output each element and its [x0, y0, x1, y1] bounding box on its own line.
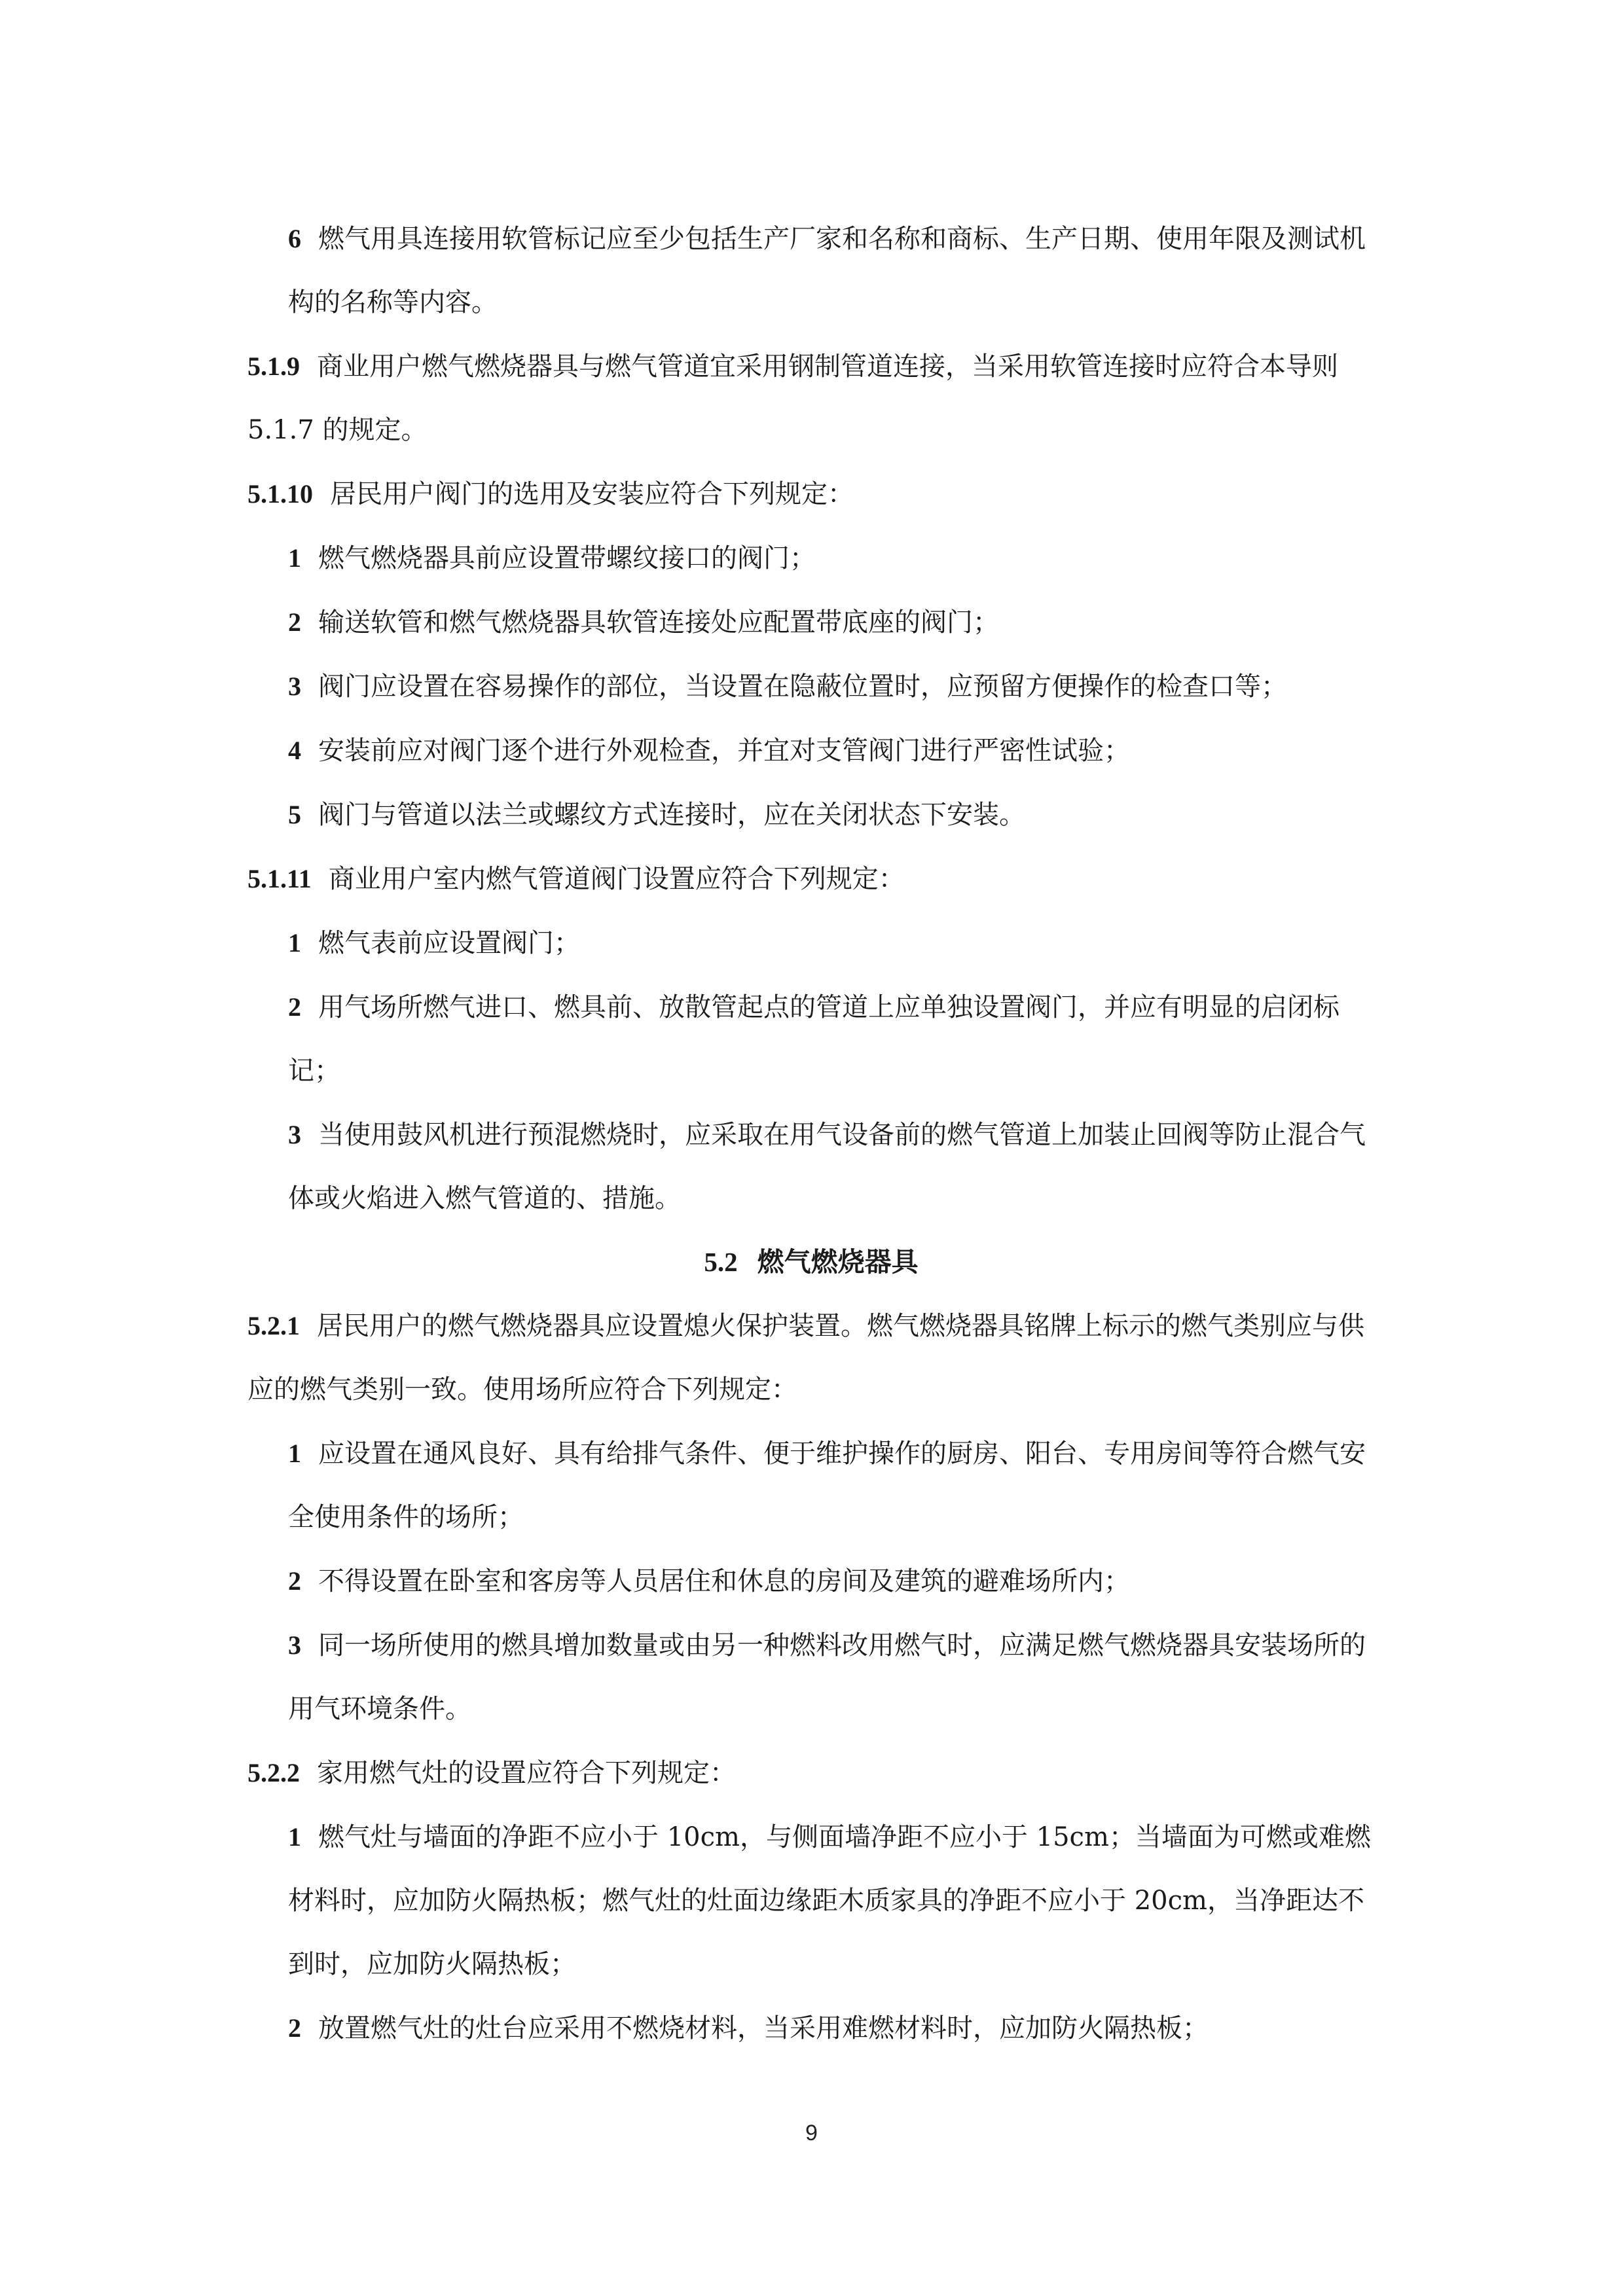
list-item	[247, 1613, 1375, 1741]
item-number: 1	[288, 543, 301, 573]
item-text: 阀门与管道以法兰或螺纹方式连接时，应在关闭状态下安装。	[318, 800, 1025, 830]
list-item-6	[247, 207, 1375, 334]
item-number: 1	[288, 1822, 301, 1852]
item-number: 1	[288, 1439, 301, 1468]
clause-text: 居民用户阀门的选用及安装应符合下列规定：	[330, 479, 854, 509]
clause-number: 5.2.2	[247, 1758, 300, 1787]
list-item	[247, 590, 1375, 655]
list-item	[247, 911, 1375, 975]
clause-5-1-11	[247, 847, 1375, 911]
list-item	[247, 719, 1375, 783]
item-text: 安装前应对阀门逐个进行外观检查，并宜对支管阀门进行严密性试验；	[318, 736, 1130, 766]
clause-text: 商业用户燃气燃烧器具与燃气管道宜采用钢制管道连接，当采用软管连接时应符合本导则 5.1.7 的规定。	[247, 351, 1338, 445]
item-number: 3	[288, 1120, 301, 1149]
item-number: 2	[288, 1566, 301, 1596]
list-item	[247, 1422, 1375, 1549]
item-number: 2	[288, 607, 301, 637]
page-number: 9	[805, 2121, 818, 2145]
list-item	[247, 655, 1375, 719]
item-number: 3	[288, 1630, 301, 1660]
list-item	[247, 783, 1375, 847]
item-text: 燃气用具连接用软管标记应至少包括生产厂家和名称和商标、生产日期、使用年限及测试机构的名称等内容。	[288, 224, 1366, 317]
item-number: 1	[288, 928, 301, 958]
item-text: 不得设置在卧室和客房等人员居住和休息的房间及建筑的避难场所内；	[318, 1566, 1130, 1596]
item-text: 同一场所使用的燃具增加数量或由另一种燃料改用燃气时，应满足燃气燃烧器具安装场所的用气环境条件。	[288, 1630, 1366, 1724]
item-number: 4	[288, 736, 301, 765]
section-heading	[247, 1230, 1375, 1294]
list-item	[247, 1996, 1375, 2060]
clause-number: 5.1.9	[247, 351, 300, 381]
clause-text: 居民用户的燃气燃烧器具应设置熄火保护装置。燃气燃烧器具铭牌上标示的燃气类别应与供应的燃气类别一致。使用场所应符合下列规定：	[247, 1311, 1364, 1405]
clause-text: 家用燃气灶的设置应符合下列规定：	[317, 1758, 736, 1788]
clause-5-1-10	[247, 462, 1375, 526]
section-number: 5.2	[704, 1247, 738, 1277]
clause-5-1-9	[247, 334, 1375, 462]
item-number: 6	[288, 224, 301, 253]
item-number: 2	[288, 2013, 301, 2043]
item-number: 3	[288, 672, 301, 701]
clause-5-2-1	[247, 1294, 1375, 1422]
item-text: 当使用鼓风机进行预混燃烧时，应采取在用气设备前的燃气管道上加装止回阀等防止混合气体或火焰进入燃气管道的、措施。	[288, 1120, 1366, 1213]
clause-number: 5.1.11	[247, 864, 312, 893]
item-text: 燃气灶与墙面的净距不应小于 10cm，与侧面墙净距不应小于 15cm；当墙面为可燃或难燃材料时，应加防火隔热板；燃气灶的灶面边缘距木质家具的净距不应小于 20cm，当净距达不到时，应加防火隔热板；	[288, 1822, 1371, 1979]
clause-text: 商业用户室内燃气管道阀门设置应符合下列规定：	[328, 864, 905, 894]
section-title-text: 燃气燃烧器具	[757, 1246, 919, 1278]
list-item	[247, 975, 1375, 1103]
list-item	[247, 1805, 1375, 1996]
item-number: 2	[288, 992, 301, 1022]
item-text: 放置燃气灶的灶台应采用不燃烧材料，当采用难燃材料时，应加防火隔热板；	[318, 2013, 1209, 2043]
item-text: 应设置在通风良好、具有给排气条件、便于维护操作的厨房、阳台、专用房间等符合燃气安全使用条件的场所；	[288, 1439, 1366, 1532]
list-item	[247, 526, 1375, 590]
clause-number: 5.1.10	[247, 479, 313, 509]
item-text: 用气场所燃气进口、燃具前、放散管起点的管道上应单独设置阀门，并应有明显的启闭标记；	[288, 992, 1340, 1086]
clause-number: 5.2.1	[247, 1311, 300, 1340]
list-item	[247, 1549, 1375, 1613]
clause-5-2-2	[247, 1741, 1375, 1805]
item-text: 燃气表前应设置阀门；	[318, 928, 580, 958]
item-text: 输送软管和燃气燃烧器具软管连接处应配置带底座的阀门；	[318, 607, 999, 637]
item-text: 燃气燃烧器具前应设置带螺纹接口的阀门；	[318, 543, 816, 573]
page-content	[247, 207, 1375, 2060]
item-text: 阀门应设置在容易操作的部位，当设置在隐蔽位置时，应预留方便操作的检查口等；	[318, 672, 1287, 702]
list-item	[247, 1103, 1375, 1230]
item-number: 5	[288, 800, 301, 829]
